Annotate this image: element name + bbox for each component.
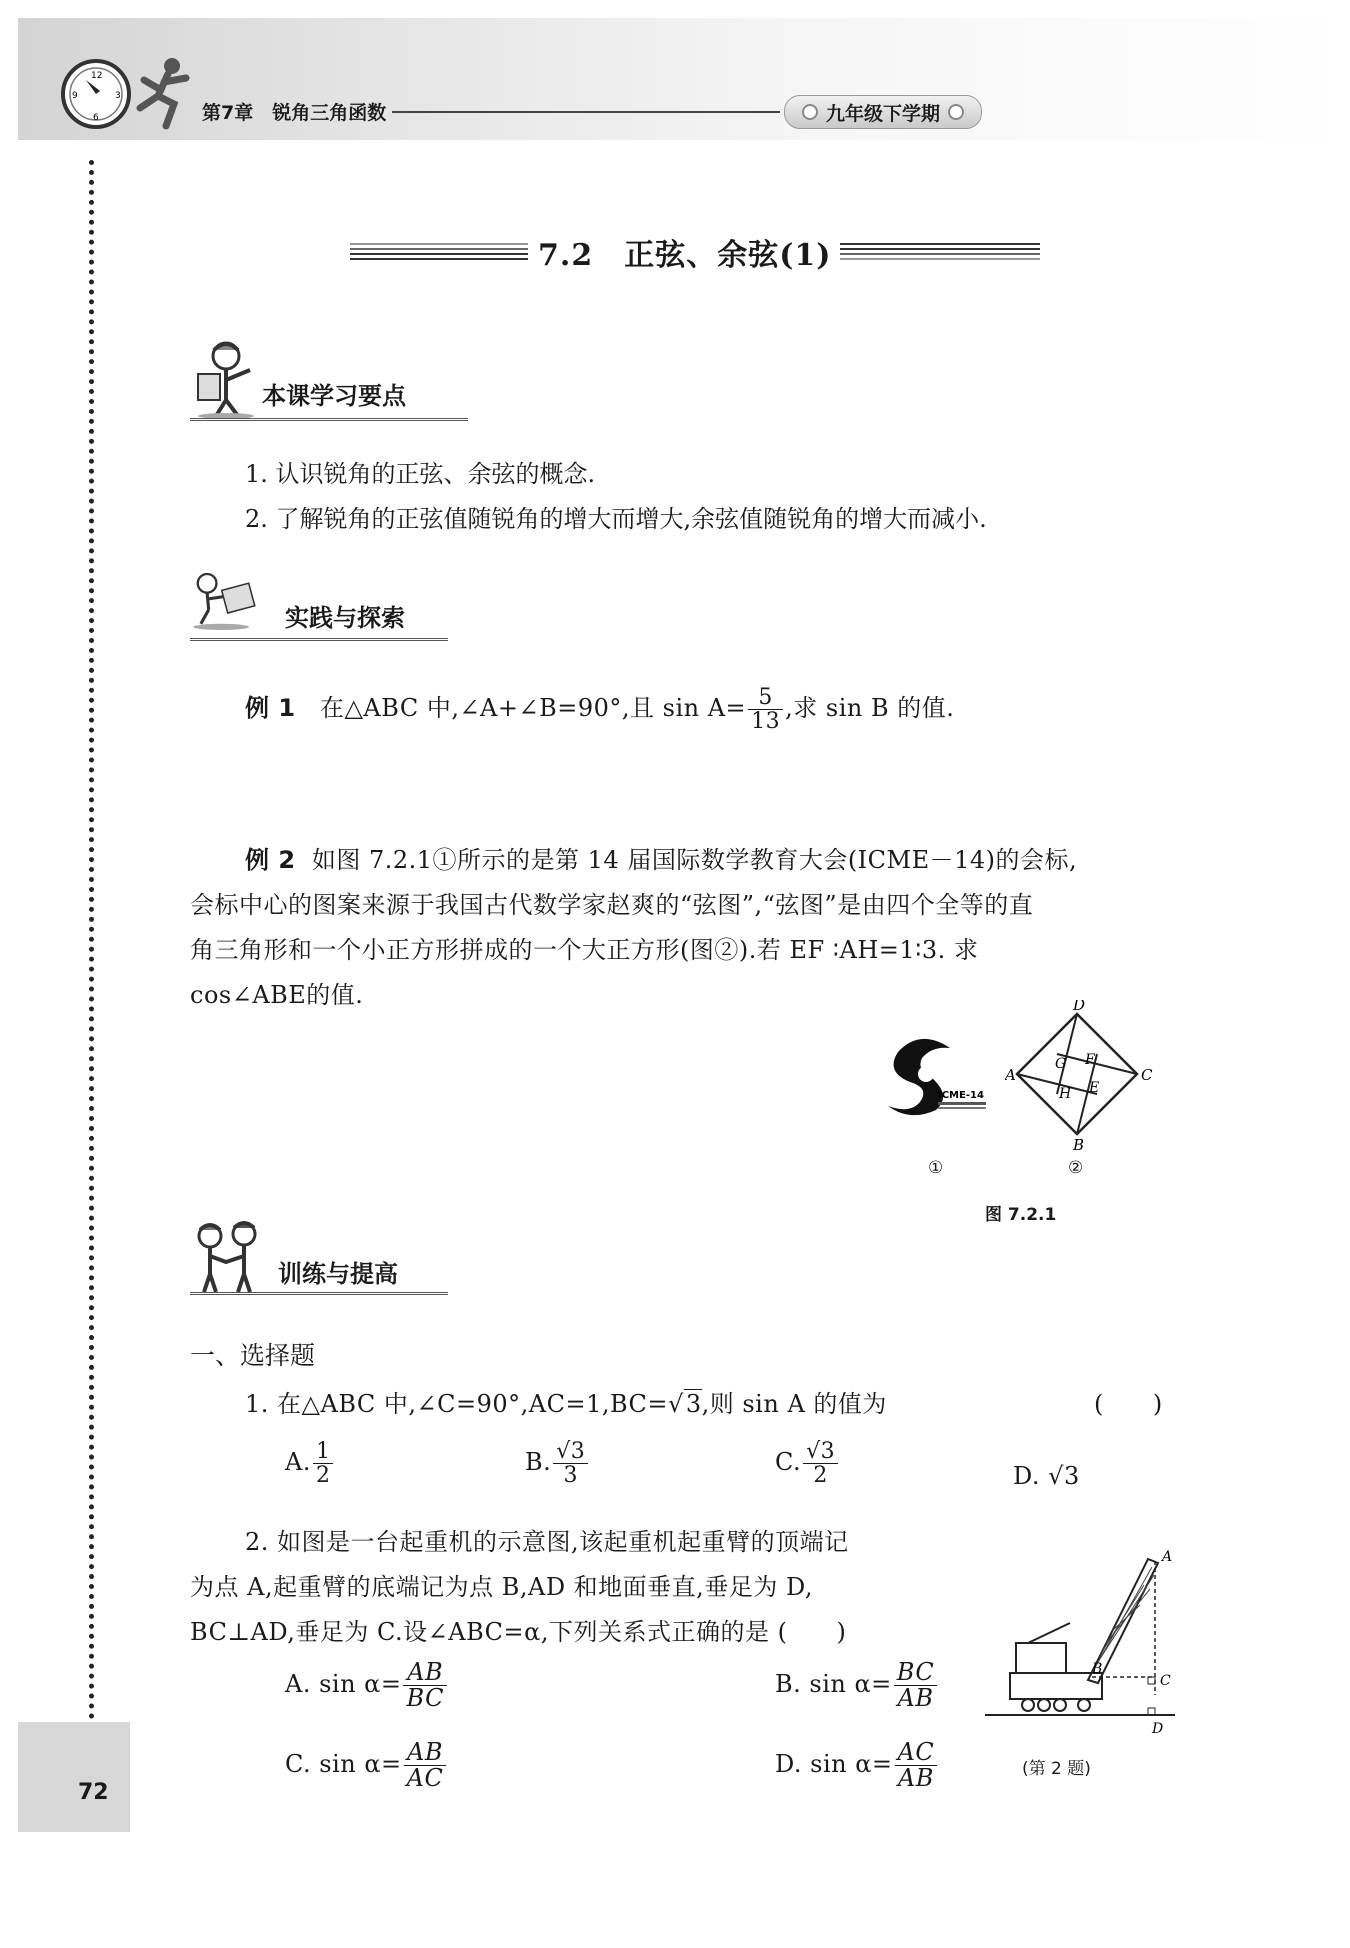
xian-diagram (1005, 1000, 1160, 1150)
question-2-line-2: 为点 A,起重臂的底端记为点 B,AD 和地面垂直,垂足为 D, (190, 1573, 813, 1601)
grade-badge (784, 95, 982, 129)
icme-logo-text: ICME-14 (938, 1090, 984, 1101)
sqrt-value: 3 (685, 1390, 702, 1418)
example-1-text-end: ,求 sin B 的值. (785, 694, 955, 723)
example-2 (190, 838, 1180, 1018)
point-c-label: C (1141, 1066, 1153, 1084)
crane-point-c: C (1160, 1673, 1171, 1689)
dotted-margin (89, 160, 94, 1730)
fraction-numerator: 1 (313, 1440, 334, 1464)
option-label: B. (525, 1448, 552, 1477)
q1-option-c[interactable] (775, 1440, 840, 1487)
practice-heading: 实践与探索 (285, 604, 405, 632)
question-2-line-3: BC⊥AD,垂足为 C.设∠ABC=α,下列关系式正确的是 ( ) (190, 1618, 847, 1646)
icme-logo (880, 1030, 1010, 1120)
crane-caption: (第 2 题) (1022, 1759, 1091, 1779)
crane-point-a: A (1162, 1549, 1173, 1565)
example-2-label: 例 2 (245, 846, 296, 874)
grade-label: 九年级下学期 (825, 102, 940, 125)
question-1-text: 1. 在△ABC 中,∠C=90°,AC=1,BC= (245, 1390, 669, 1418)
svg-text:12: 12 (91, 71, 103, 81)
example-2-line-4: cos∠ABE的值. (190, 981, 364, 1009)
example-2-line-2: 会标中心的图案来源于我国古代数学家赵爽的“弦图”,“弦图”是由四个全等的直 (190, 891, 1034, 919)
figure-sub-1: ① (928, 1158, 944, 1178)
point-e-label: E (1089, 1080, 1100, 1096)
key-points-rule (190, 418, 468, 421)
point-b-label: B (1073, 1136, 1085, 1150)
question-1: 1. 在△ABC 中,∠C=90°,AC=1,BC=√3,则 sin A 的值为 (245, 1390, 887, 1418)
fraction-numerator: √3 (803, 1440, 838, 1464)
fraction-numerator: √3 (553, 1440, 588, 1464)
point-d-label: D (1073, 1000, 1086, 1014)
fraction-denominator: BC (406, 1684, 444, 1713)
fraction-denominator: 2 (315, 1463, 331, 1489)
fraction-denominator: AB (897, 1684, 934, 1713)
figure-sub-2: ② (1068, 1158, 1084, 1178)
chapter-label: 第7章 锐角三角函数 (202, 102, 387, 124)
svg-text:3: 3 (115, 91, 121, 101)
q1-option-b[interactable] (525, 1440, 590, 1487)
option-label: A. sin α= (285, 1670, 402, 1699)
fraction-numerator: 5 (748, 686, 783, 710)
fraction-numerator: AB (404, 1740, 447, 1766)
fraction-numerator: AB (403, 1660, 446, 1686)
fraction-denominator: 3 (563, 1463, 579, 1489)
fraction-denominator: 2 (813, 1463, 828, 1489)
example-1-label: 例 1 (245, 694, 296, 723)
key-point-1: 1. 认识锐角的正弦、余弦的概念. (245, 460, 596, 488)
section-title: 7.2 正弦、余弦(1) (538, 238, 832, 273)
question-2 (190, 1520, 990, 1655)
crane-diagram (980, 1545, 1180, 1740)
example-1-text: 在△ABC 中,∠A+∠B=90°,且 sin A= (319, 694, 747, 723)
q2-option-d[interactable] (775, 1740, 939, 1791)
example-2-line-1: 如图 7.2.1①所示的是第 14 届国际数学教育大会(ICME－14)的会标, (311, 846, 1078, 874)
fraction-denominator: AB (897, 1764, 934, 1793)
page-number-box (18, 1722, 130, 1832)
q1-option-a[interactable] (285, 1440, 335, 1487)
point-f-label: F (1085, 1052, 1095, 1068)
crane-point-d: D (1152, 1721, 1164, 1737)
svg-text:6: 6 (93, 113, 99, 123)
q2-option-a[interactable] (285, 1660, 449, 1711)
question-2-line-1: 2. 如图是一台起重机的示意图,该起重机起重臂的顶端记 (245, 1528, 849, 1556)
clock-icon (60, 58, 132, 130)
q1-option-d[interactable] (1013, 1454, 1080, 1499)
fraction-denominator: AC (406, 1764, 444, 1793)
fraction-denominator: 13 (751, 709, 781, 735)
key-points-heading: 本课学习要点 (262, 382, 406, 410)
header-rule (392, 111, 780, 113)
fraction-numerator: BC (894, 1660, 937, 1686)
fraction-numerator: AC (895, 1740, 938, 1766)
option-label: D. (1013, 1462, 1041, 1490)
key-point-2: 2. 了解锐角的正弦值随锐角的增大而增大,余弦值随锐角的增大而减小. (245, 505, 987, 533)
runner-icon (128, 56, 198, 130)
figure-caption: 图 7.2.1 (985, 1205, 1057, 1225)
question-1-text-end: ,则 sin A 的值为 (701, 1390, 887, 1418)
option-label: C. (775, 1448, 802, 1477)
title-bar-right (840, 243, 1040, 261)
title-bar-left (350, 243, 528, 261)
training-rule (190, 1292, 448, 1295)
crane-point-b: B (1092, 1661, 1103, 1677)
point-h-label: H (1059, 1086, 1072, 1102)
point-g-label: G (1055, 1056, 1067, 1072)
student-reading-icon (190, 340, 260, 420)
example-1-fraction (748, 686, 783, 733)
training-heading: 训练与提高 (278, 1260, 398, 1288)
option-label: A. (285, 1448, 311, 1477)
option-label: B. sin α= (775, 1670, 892, 1699)
q2-option-c[interactable] (285, 1740, 448, 1791)
part-1-heading: 一、选择题 (190, 1341, 316, 1370)
example-2-line-3: 角三角形和一个小正方形拼成的一个大正方形(图②).若 EF ∶AH=1∶3. 求 (190, 936, 979, 964)
option-label: C. sin α= (285, 1750, 402, 1779)
option-label: D. sin α= (775, 1750, 893, 1779)
question-1-answer-paren: ( ) (1094, 1390, 1163, 1418)
page-number: 72 (78, 1780, 109, 1805)
point-a-label: A (1005, 1066, 1016, 1084)
q2-option-b[interactable] (775, 1660, 939, 1711)
option-value: √3 (1048, 1462, 1080, 1490)
student-writing-icon (190, 562, 260, 642)
two-students-icon (190, 1218, 270, 1298)
practice-rule (190, 638, 448, 641)
svg-text:9: 9 (72, 91, 78, 101)
example-1 (245, 686, 954, 733)
